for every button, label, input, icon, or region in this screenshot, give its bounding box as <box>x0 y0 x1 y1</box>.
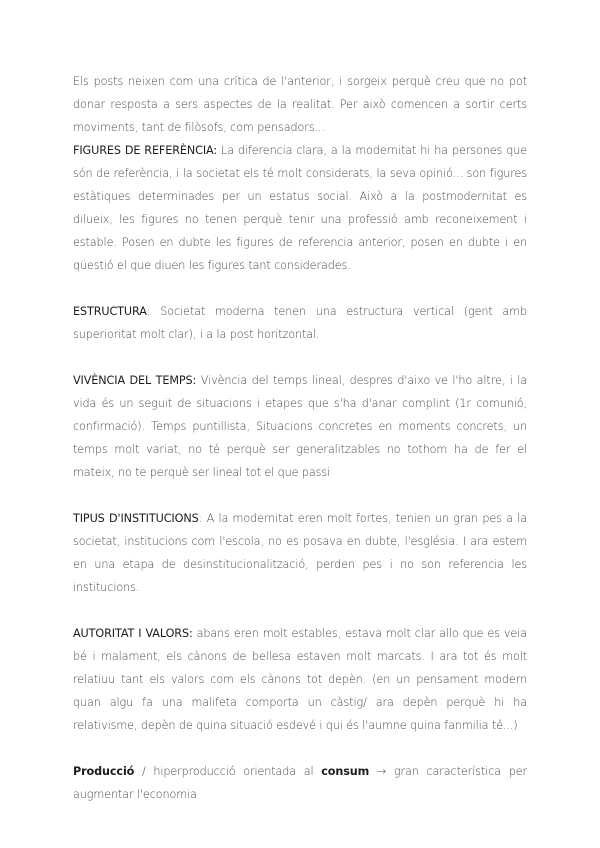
tipus-paragraph <box>73 507 527 599</box>
document-page <box>73 70 527 806</box>
paragraph-gap <box>73 737 527 760</box>
paragraph-gap <box>73 277 527 300</box>
paragraph-gap <box>73 484 527 507</box>
autoritat-text: abans eren molt estables, estava molt clar allo que es veia bé i malament, els cànons de bellesa estaven molt marcats. I ara tot és molt relatiuu tant els valors com els cànons tot depèn. (en un pensament modern quan algu fa una malifeta comporta un càstig/ ara depèn perquè hi ha relativisme, depèn de quina situació esdevé i qui és l'aumne quina fanmilia té...) <box>73 627 527 732</box>
autoritat-term: AUTORITAT I VALORS: <box>73 627 193 640</box>
consum-term: consum <box>321 765 370 778</box>
figures-text: La diferencia clara, a la modernitat hi ha persones que són de referència, i la societat els té molt considerats, la seva opinió... son figures estàtiques determinades per un estatus social. Això a la postmodernitat es dilueix, les figures no tenen perquè tenir una professió amb reconeixement i estable. Posen en dubte les figures de referencia anterior, posen en dubte i en qüestió el que diuen les figures tant considerades. <box>73 144 527 272</box>
paragraph-gap <box>73 599 527 622</box>
tipus-term: TIPUS D'INSTITUCIONS <box>73 512 199 525</box>
produccio-mid: / hiperproducció orientada al <box>134 765 322 778</box>
vivencia-term: VIVÈNCIA DEL TEMPS: <box>73 374 197 387</box>
estructura-term: ESTRUCTURA <box>73 305 147 318</box>
autoritat-paragraph <box>73 622 527 737</box>
intro-paragraph: Els posts neixen com una crítica de l'anterior, i sorgeix perquè creu que no pot donar resposta a sers aspectes de la realitat. Per això comencen a sortir certs moviments, tant de filòsofs, com pensadors... <box>73 75 527 134</box>
estructura-paragraph <box>73 300 527 346</box>
vivencia-text: Vivència del temps lineal, despres d'aixo ve l'ho altre, i la vida és un seguit de situacions i etapes que s'ha d'anar complint (1r comunió, confirmació). Temps puntillista, Situacions concretes en moments concrets, un temps molt variat, no té perquè ser generalitzables no tothom ha de fer el mateix, no te perquè ser lineal tot el que passi <box>73 374 528 479</box>
figures-term: FIGURES DE REFERÈNCIA: <box>73 144 218 157</box>
produccio-paragraph <box>73 760 527 806</box>
paragraph-gap <box>73 346 527 369</box>
vivencia-paragraph <box>73 369 527 484</box>
figures-paragraph <box>73 139 527 277</box>
produccio-text: → gran característica per augmentar l'economia <box>73 765 527 801</box>
produccio-term: Producció <box>73 765 135 778</box>
tipus-text: : A la modernitat eren molt fortes, tenien un gran pes a la societat, institucions com l'escola, no es posava en dubte, l'església. I ara estem en una etapa de desinstitucionalització, perden pes i no son referencia les institucions. <box>73 512 527 594</box>
estructura-text: : Societat moderna tenen una estructura vertical (gent amb superioritat molt clar), i a la post horitzontal. <box>73 305 527 341</box>
